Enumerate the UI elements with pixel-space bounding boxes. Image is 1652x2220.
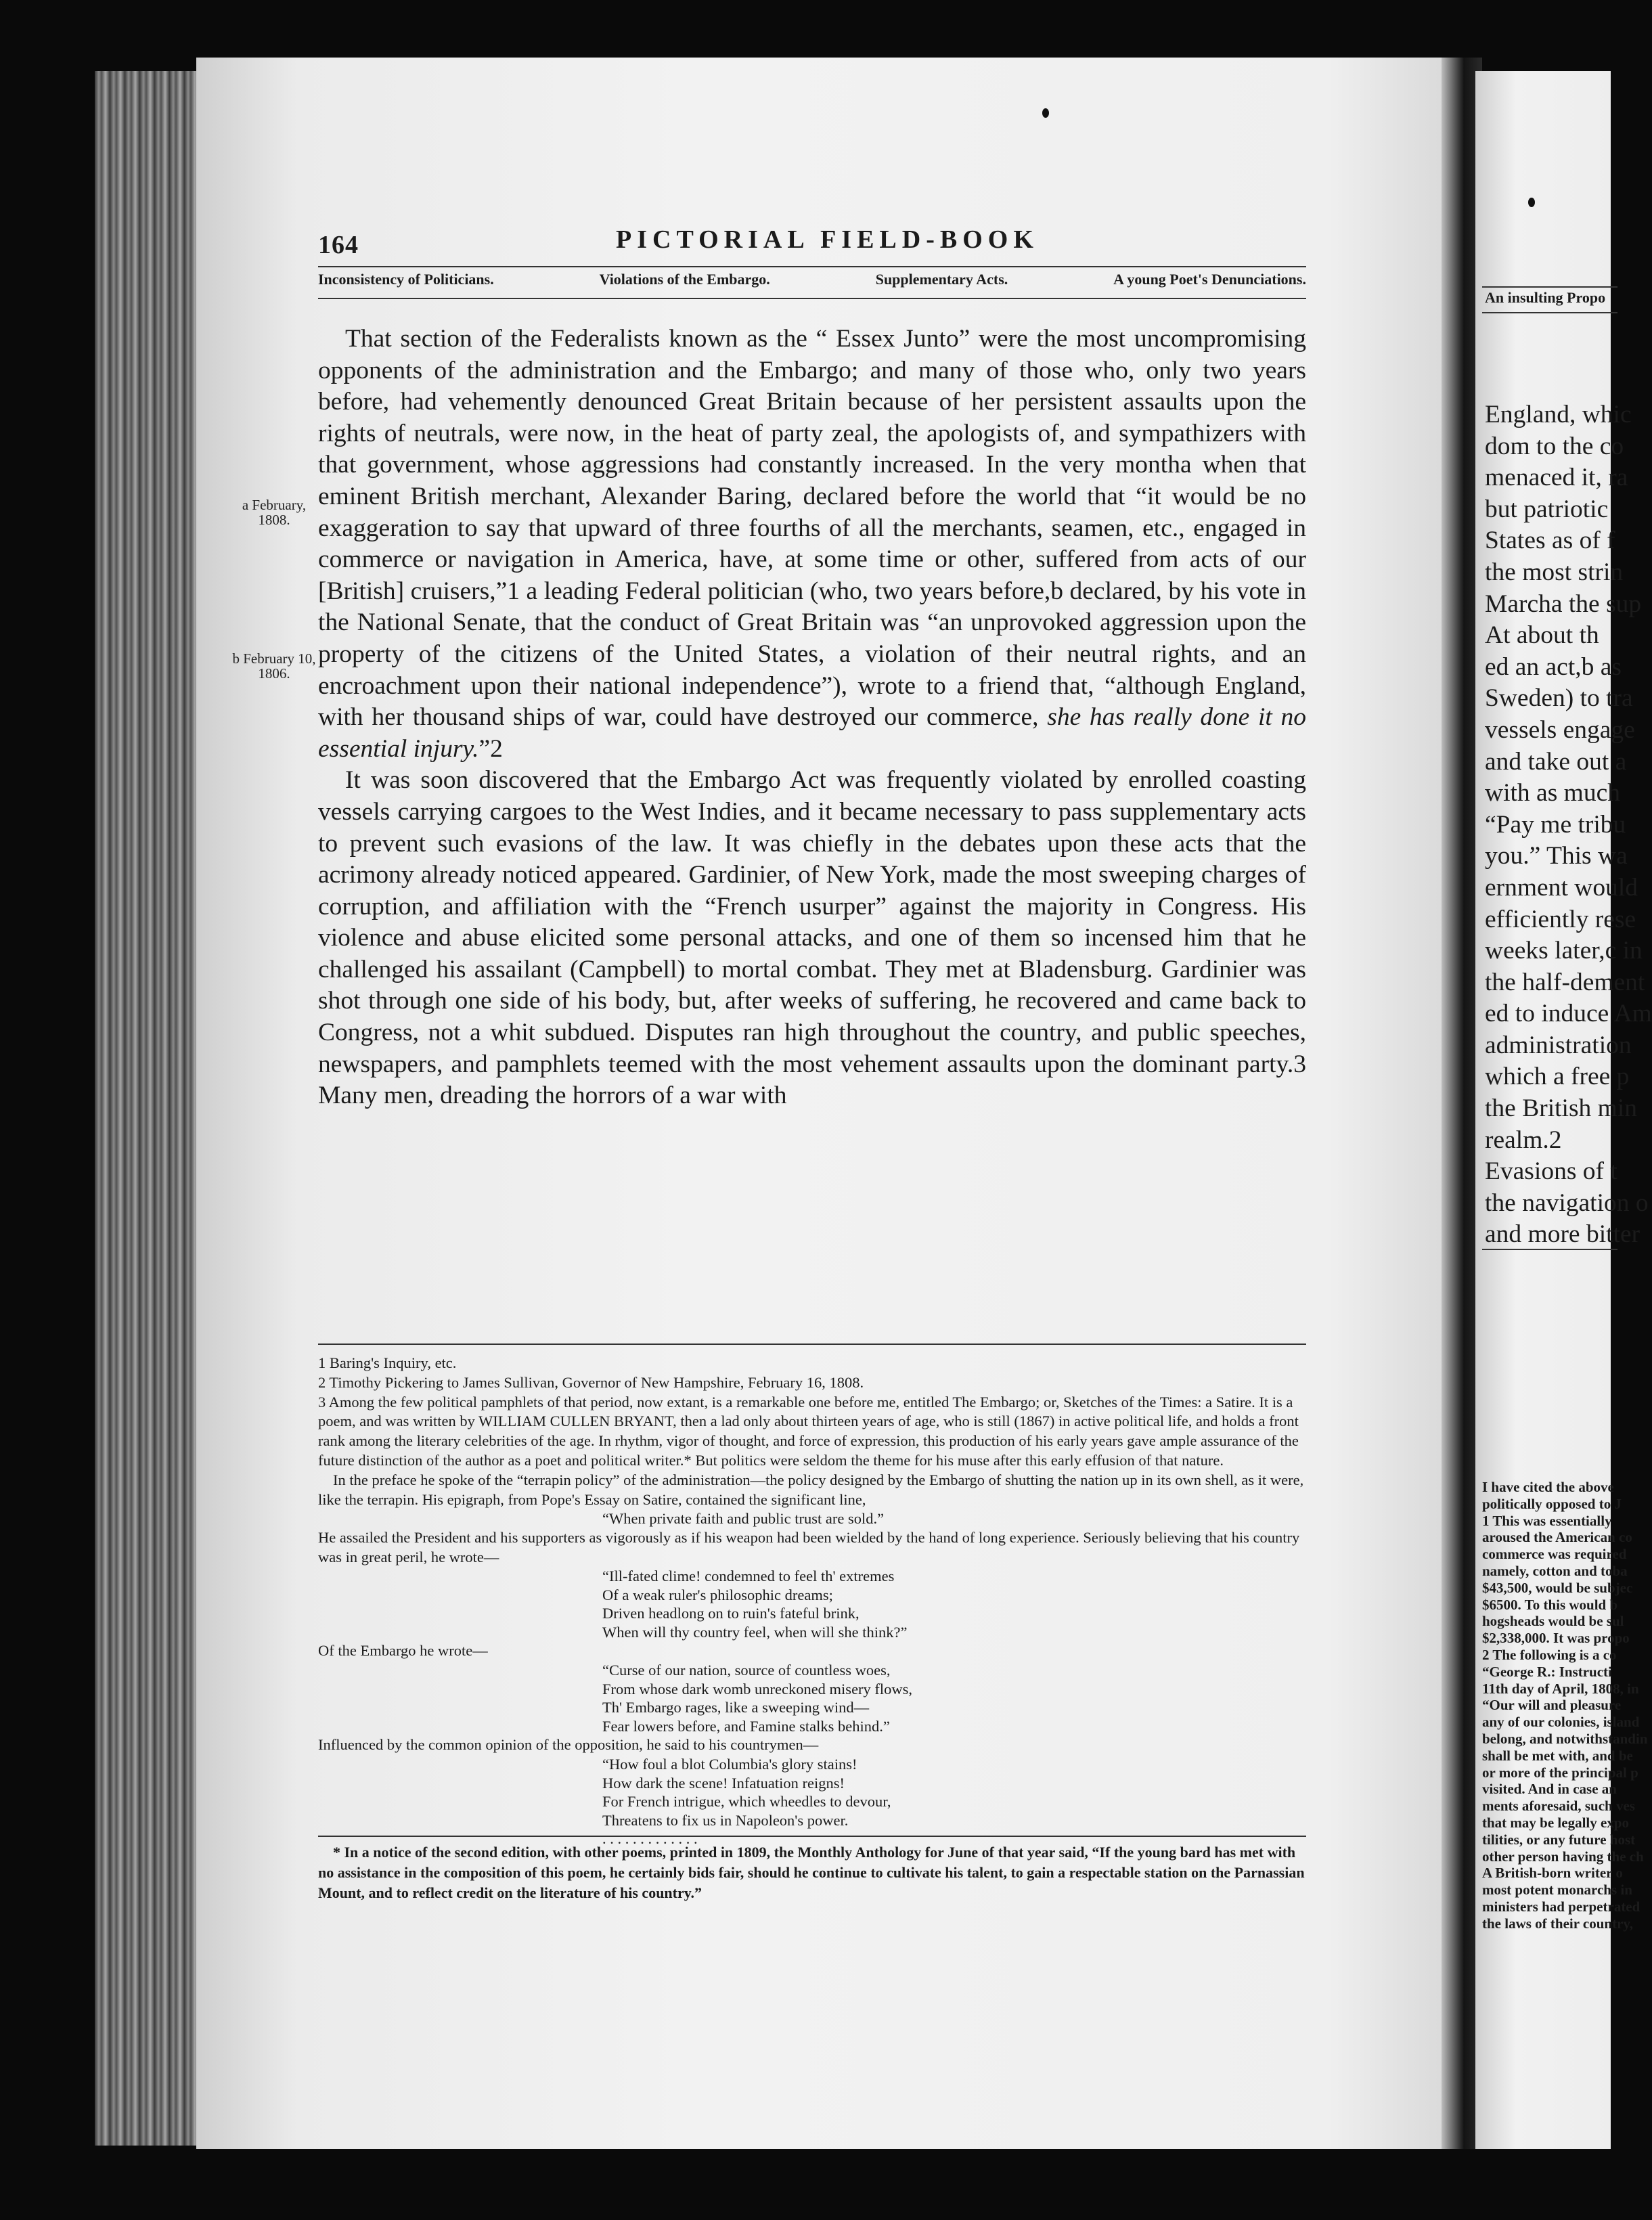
right-note-line: 11th day of April, 1808, in	[1482, 1680, 1639, 1697]
right-subhead: An insulting Propo	[1485, 289, 1606, 306]
right-note-line: belong, and notwithstandin	[1482, 1730, 1648, 1747]
sidenote-a: a February, 1808.	[242, 497, 307, 528]
right-note-line: 2 The following is a co	[1482, 1646, 1617, 1663]
right-note-line: ments aforesaid, such ves	[1482, 1798, 1635, 1815]
body-text	[318, 324, 1306, 1112]
right-text-line: Marcha the sup	[1485, 590, 1642, 618]
verse-line: Of a weak ruler's philosophic dreams;	[602, 1586, 833, 1603]
right-text-line: England, whic	[1485, 401, 1632, 428]
page-edges	[95, 71, 210, 2146]
right-note-line: most potent monarchs in	[1482, 1882, 1632, 1899]
star-footnote: * In a notice of the second edition, with other poems, printed in 1809, the Monthly Anthology for June of that year said, “If the young bard has met with no assistance in the composition of this poem, he certainly bids fair, should he continue to cultivate his talent, to gain a respectable station on the Parnassian Mount, and to reflect credit on the literature of his country.”	[318, 1844, 1305, 1901]
footnotes	[318, 1354, 1306, 1848]
verse-line: . . . . . . . . . . . . .	[602, 1830, 698, 1848]
right-text-line: and more bitter	[1485, 1220, 1640, 1249]
verse-stanza-2	[602, 1661, 1306, 1735]
right-text-line: “Pay me tribu	[1485, 810, 1626, 839]
right-note-line: I have cited the above	[1482, 1479, 1614, 1495]
right-note-line: politically opposed to J	[1482, 1495, 1622, 1512]
header-rule	[318, 266, 1306, 267]
right-note-line: 1 This was essentially	[1482, 1512, 1612, 1529]
right-text-line: you.” This wa	[1485, 842, 1628, 870]
right-text-line: the navigation o	[1485, 1189, 1649, 1217]
verse-line: Fear lowers before, and Famine stalks behind.”	[602, 1717, 890, 1735]
right-text-line: At about th	[1485, 621, 1599, 650]
right-note-line: A British-born writer o	[1482, 1865, 1623, 1882]
italic-quote: she has really done it no essential injury.	[318, 703, 1306, 763]
right-body-text	[1485, 399, 1652, 1251]
paragraph-2: It was soon discovered that the Embargo Act was frequently violated by enrolled coasting vessels carrying cargoes to the West Indies, and it became necessary to pass supplementary acts to prevent such evasions of the law. It was chiefly in the debates upon these acts that the acrimony already noticed appeared. Gardinier, of New York, made the most sweeping charges of corruption, and affiliation with the “French usurper” against the majority in Congress. His violence and abuse elicited some personal attacks, and one of them so incensed him that he challenged his assailant (Campbell) to mortal combat. They met at Bladensburg. Gardinier was shot through one side of his body, but, after weeks of suffering, he recovered and came back to Congress, not a whit subdued. Disputes ran high throughout the country, and public speeches, newspapers, and pamphlets teemed with the most vehement assaults upon the dominant party.3 Many men, dreading the horrors of a war with	[318, 766, 1306, 1110]
right-note-line: tilities, or any future host	[1482, 1831, 1636, 1848]
right-text-line: ed to induce Am	[1485, 1000, 1652, 1028]
verse-intro-1: He assailed the President and his supporters as vigorously as if his weapon had been wielded by the hand of long experience. Seriously believing that his country was in great peril, he wrote—	[318, 1528, 1300, 1566]
paragraph-1: That section of the Federalists known as the “ Essex Junto” were the most uncompromising opponents of the administration and the Embargo; and many of those who, only two years before, had vehemently denounced Great Britain because of her persistent assaults upon the rights of neutrals, were now, in the heat of party zeal, the apologists of, and sympathizers with that government, whose aggressions had constantly increased. In the very montha when that eminent British merchant, Alexander Baring, declared before the world that “it would be no exaggeration to say that upward of three fourths of all the merchants, seamen, etc., engaged in commerce or navigation in America, have, at some time or other, suffered from acts of our [British] cruisers,”1 a leading Federal politician (who, two years before,b declared, by his vote in the National Senate, that the conduct of Great Britain was “an unprovoked aggression upon the property of the citizens of the United States, a violation of their neutral rights, and an encroachment upon their national independence”), wrote to a friend that, “although England, with her thousand ships of war, could have destroyed our commerce, she has really done it no essential injury.”2	[318, 325, 1306, 763]
right-note-line: visited. And in case an	[1482, 1781, 1617, 1798]
right-note-line: “Our will and pleasure	[1482, 1697, 1622, 1714]
right-text-line: ernment would	[1485, 873, 1638, 902]
verse-line: “How foul a blot Columbia's glory stains!	[602, 1756, 857, 1773]
right-note-line: namely, cotton and toba	[1482, 1562, 1628, 1579]
subhead-1: Inconsistency of Politicians.	[318, 271, 494, 288]
verse-line: From whose dark womb unreckoned misery flows,	[602, 1680, 913, 1697]
right-note-line: aroused the American co	[1482, 1529, 1632, 1546]
page-number: 164	[318, 231, 359, 259]
verse-epigraph	[602, 1509, 1306, 1528]
running-title: PICTORIAL FIELD-BOOK	[616, 225, 1039, 254]
verse-line: Threatens to fix us in Napoleon's power.	[602, 1811, 849, 1829]
right-text-line: Evasions of t	[1485, 1157, 1617, 1186]
verse-line: Driven headlong on to ruin's fateful brink,	[602, 1605, 860, 1622]
subhead-rule	[318, 298, 1306, 299]
right-text-line: menaced it, ra	[1485, 464, 1628, 492]
right-text-line: administration	[1485, 1031, 1632, 1059]
right-text-line: with as much	[1485, 779, 1620, 807]
right-note-line: shall be met with, and be	[1482, 1747, 1633, 1764]
verse-intro-2: Of the Embargo he wrote—	[318, 1642, 488, 1660]
verse-line: When will thy country feel, when will she think?”	[602, 1623, 908, 1641]
footnote-3: 3 Among the few political pamphlets of that period, now extant, is a remarkable one before me, entitled The Embargo; or, Sketches of the Times: a Satire. It is a poem, and was written by WILLIAM CULLEN BRYANT, then a lad only about thirteen years of age, who is still (1867) in active political life, and holds a front rank among the literary celebrities of the age. In rhythm, vigor of thought, and force of expression, this production of his early years gave ample assurance of the future distinction of the author as a poet and political writer.* But politics were seldom the theme for his muse after this early effusion of that nature.	[318, 1393, 1299, 1469]
right-note-line: that may be legally expo	[1482, 1814, 1629, 1831]
right-top-rule	[1482, 286, 1617, 288]
right-text-line: but patriotic	[1485, 495, 1609, 523]
right-text-line: the half-dement	[1485, 968, 1645, 996]
footnote-3-cont: In the preface he spoke of the “terrapin policy” of the administration—the policy designed by the Embargo of shutting the nation up in its own shell, as it were, like the terrapin. His epigraph, from Pope's Essay on Satire, contained the significant line,	[318, 1471, 1304, 1508]
verse-line: Th' Embargo rages, like a sweeping wind—	[602, 1699, 870, 1716]
sidenote-b: b February 10, 1806.	[232, 650, 316, 682]
verse-line: “When private faith and public trust are sold.”	[602, 1510, 885, 1528]
verse-line: For French intrigue, which wheedles to devour,	[602, 1793, 891, 1811]
right-note-line: $43,500, would be subjec	[1482, 1579, 1633, 1596]
right-note-line: hogsheads would be sul	[1482, 1613, 1624, 1630]
right-note-line: commerce was required	[1482, 1546, 1627, 1563]
right-header-rule	[1482, 312, 1617, 313]
footnote-rule	[318, 1344, 1306, 1345]
right-note-line: the laws of their country,	[1482, 1915, 1634, 1932]
right-text-line: weeks later,c in	[1485, 937, 1643, 965]
verse-intro-3: Influenced by the common opinion of the opposition, he said to his countrymen—	[318, 1736, 819, 1754]
right-footnotes	[1482, 1479, 1648, 1932]
footnote-2: 2 Timothy Pickering to James Sullivan, Governor of New Hampshire, February 16, 1808.	[318, 1373, 864, 1391]
right-text-line: efficiently rese	[1485, 905, 1636, 933]
subhead-3: Supplementary Acts.	[875, 271, 1008, 288]
right-page	[1475, 71, 1652, 2149]
right-text-line: Sweden) to tra	[1485, 684, 1633, 713]
right-note-line: other person having the ch	[1482, 1848, 1644, 1865]
right-text-line: the most strin	[1485, 558, 1624, 586]
right-note-line: “George R.: Instructi	[1482, 1663, 1612, 1680]
verse-line: How dark the scene! Infatuation reigns!	[602, 1774, 845, 1792]
verse-line: “Curse of our nation, source of countless woes,	[602, 1662, 891, 1679]
print-speck	[1042, 108, 1049, 118]
verse-stanza-1	[602, 1567, 1306, 1641]
print-speck	[1528, 198, 1535, 207]
subheads	[318, 271, 1306, 298]
right-note-line: any of our colonies, island	[1482, 1714, 1640, 1731]
right-text-line: which a free p	[1485, 1063, 1630, 1091]
right-note-line: $6500. To this would b	[1482, 1596, 1618, 1613]
right-text-line: and take out a	[1485, 747, 1627, 776]
verse-line: “Ill-fated clime! condemned to feel th' extremes	[602, 1568, 895, 1585]
right-text-line: dom to the co	[1485, 432, 1624, 460]
verse-stanza-3	[602, 1755, 1306, 1848]
right-text-line: realm.2	[1485, 1126, 1562, 1154]
page-header	[318, 217, 1306, 264]
footnote-1: 1 Baring's Inquiry, etc.	[318, 1354, 457, 1371]
right-text-line: ed an act,b as	[1485, 652, 1622, 681]
star-note-rule	[318, 1836, 1306, 1837]
right-body-rule	[1482, 1249, 1617, 1250]
right-text-line: States as of f	[1485, 527, 1615, 555]
subhead-4: A young Poet's Denunciations.	[1113, 271, 1306, 288]
right-note-line: or more of the principal p	[1482, 1764, 1638, 1781]
right-note-line: $2,338,000. It was propo	[1482, 1630, 1630, 1647]
subhead-2: Violations of the Embargo.	[599, 271, 770, 288]
right-text-line: the British min	[1485, 1094, 1637, 1123]
right-text-line: vessels engage	[1485, 715, 1635, 744]
right-note-line: ministers had perpetrated	[1482, 1898, 1640, 1915]
